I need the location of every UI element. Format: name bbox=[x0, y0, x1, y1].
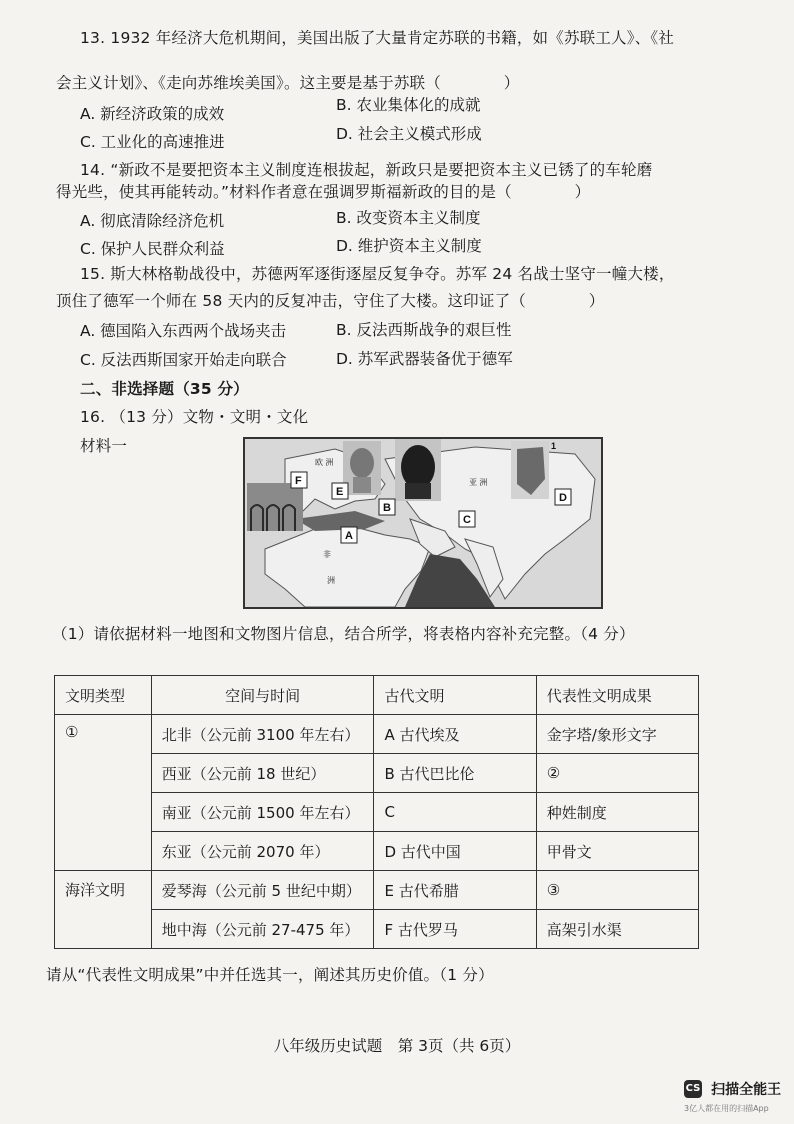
q15-option-d: D. 苏军武器装备优于德军 bbox=[336, 350, 513, 368]
map-label-b: B bbox=[383, 502, 391, 514]
cell: 南亚（公元前 1500 年左右） bbox=[151, 793, 374, 832]
q13-option-d: D. 社会主义模式形成 bbox=[336, 125, 482, 143]
cell: 地中海（公元前 27-475 年） bbox=[151, 910, 374, 949]
q14-option-b: B. 改变资本主义制度 bbox=[336, 209, 481, 227]
cell: B 古代巴比伦 bbox=[374, 754, 536, 793]
map-label-e: E bbox=[336, 486, 344, 498]
q14-stem-line1: 14. “新政不是要把资本主义制度连根拔起，新政只是要把资本主义已锈了的车轮磨 bbox=[80, 161, 653, 179]
scanner-brand bbox=[684, 1078, 781, 1099]
q14-stem-line2: 得光些，使其再能转动。”材料作者意在强调罗斯福新政的目的是（ ） bbox=[56, 183, 591, 201]
civilization-table bbox=[54, 675, 699, 949]
cell: 西亚（公元前 18 世纪） bbox=[151, 754, 374, 793]
cell: 金字塔/象形文字 bbox=[536, 715, 698, 754]
table-header-row bbox=[55, 676, 699, 715]
table-row bbox=[55, 754, 699, 793]
q16-after-table-prompt: 请从“代表性文明成果”中并任选其一，阐述其历史价值。（1 分） bbox=[46, 966, 494, 984]
cell-blank-2: ② bbox=[536, 754, 698, 793]
material-1-label: 材料一 bbox=[80, 437, 128, 455]
header-space-time: 空间与时间 bbox=[151, 676, 374, 715]
table-row bbox=[55, 871, 699, 910]
q14-option-a: A. 彻底清除经济危机 bbox=[80, 212, 225, 230]
cell: 爱琴海（公元前 5 世纪中期） bbox=[151, 871, 374, 910]
map-label-d: D bbox=[559, 492, 567, 504]
q13-stem-line2: 会主义计划》、《走向苏维埃美国》。这主要是基于苏联（ ） bbox=[56, 74, 520, 92]
q15-option-a: A. 德国陷入东西两个战场夹击 bbox=[80, 322, 287, 340]
header-civ-type: 文明类型 bbox=[55, 676, 152, 715]
cell: A 古代埃及 bbox=[374, 715, 536, 754]
map-label-europe: 欧 洲 bbox=[315, 458, 334, 467]
map-label-1: 1 bbox=[551, 441, 557, 451]
q15-option-c: C. 反法西斯国家开始走向联合 bbox=[80, 351, 287, 369]
cell: 甲骨文 bbox=[536, 832, 698, 871]
cell-type-blank-1: ① bbox=[55, 715, 152, 871]
ancient-civilizations-map bbox=[243, 437, 603, 609]
cell: 高架引水渠 bbox=[536, 910, 698, 949]
q16-sub-question-1: （1）请依据材料一地图和文物图片信息，结合所学，将表格内容补充完整。（4 分） bbox=[52, 625, 635, 643]
map-label-c: C bbox=[463, 514, 471, 526]
cell-type-ocean: 海洋文明 bbox=[55, 871, 152, 949]
q13-option-c: C. 工业化的高速推进 bbox=[80, 133, 225, 151]
cell: 种姓制度 bbox=[536, 793, 698, 832]
q13-option-b: B. 农业集体化的成就 bbox=[336, 96, 481, 114]
header-ancient-civ: 古代文明 bbox=[374, 676, 536, 715]
cell: F 古代罗马 bbox=[374, 910, 536, 949]
cell: C bbox=[374, 793, 536, 832]
scanner-logo-icon: CS bbox=[684, 1080, 702, 1098]
cell-blank-3: ③ bbox=[536, 871, 698, 910]
cell: D 古代中国 bbox=[374, 832, 536, 871]
table-row bbox=[55, 910, 699, 949]
table-row bbox=[55, 715, 699, 754]
cell: 东亚（公元前 2070 年） bbox=[151, 832, 374, 871]
map-label-africa-1: 非 bbox=[323, 550, 331, 559]
q16-title: 16. （13 分）文物・文明・文化 bbox=[80, 408, 309, 426]
q13-stem-line1: 13. 1932 年经济大危机期间，美国出版了大量肯定苏联的书籍，如《苏联工人》、《社 bbox=[80, 29, 675, 47]
page-footer: 八年级历史试题 第 3页（共 6页） bbox=[273, 1037, 521, 1055]
map-label-a: A bbox=[345, 530, 353, 542]
map-label-asia: 亚 洲 bbox=[469, 478, 488, 487]
q15-option-b: B. 反法西斯战争的艰巨性 bbox=[336, 321, 512, 339]
header-achievement: 代表性文明成果 bbox=[536, 676, 698, 715]
q15-stem-line1: 15. 斯大林格勒战役中，苏德两军逐街逐屋反复争夺。苏军 24 名战士坚守一幢大楼， bbox=[80, 265, 675, 283]
cell: E 古代希腊 bbox=[374, 871, 536, 910]
map-label-africa-2: 洲 bbox=[327, 576, 335, 585]
cell: 北非（公元前 3100 年左右） bbox=[151, 715, 374, 754]
scanner-brand-name: 扫描全能王 bbox=[711, 1081, 782, 1098]
scanner-brand-tagline: 3亿人都在用的扫描App bbox=[684, 1104, 769, 1113]
map-graphic bbox=[245, 439, 601, 607]
table-row bbox=[55, 793, 699, 832]
section-heading: 二、非选择题（35 分） bbox=[80, 380, 249, 398]
q15-stem-line2: 顶住了德军一个师在 58 天内的反复冲击，守住了大楼。这印证了（ ） bbox=[56, 292, 605, 310]
q14-option-d: D. 维护资本主义制度 bbox=[336, 237, 482, 255]
q14-option-c: C. 保护人民群众利益 bbox=[80, 240, 225, 258]
map-label-f: F bbox=[295, 475, 302, 487]
table-row bbox=[55, 832, 699, 871]
q13-option-a: A. 新经济政策的成效 bbox=[80, 105, 225, 123]
